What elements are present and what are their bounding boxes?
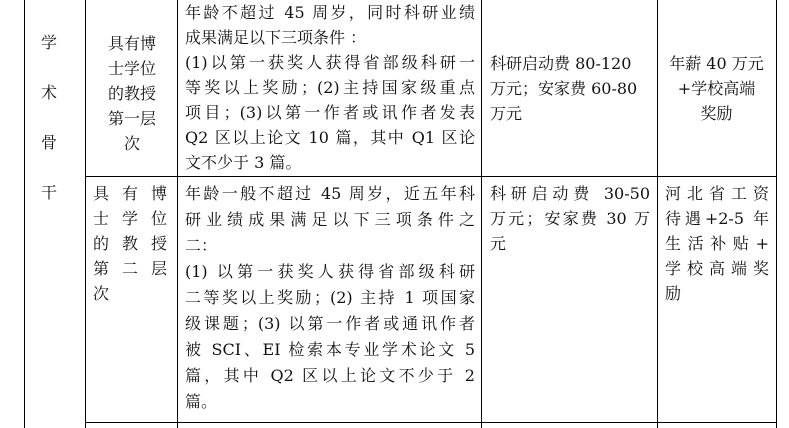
row2-condition-line: 级课题；(3) 以第一作者或通讯作者 [185, 314, 475, 333]
row-divider [85, 176, 777, 177]
row2-salary-line: 河北省工资 [665, 184, 769, 203]
table-border-right [776, 0, 777, 428]
row2-salary-line: 待遇+2-5 年 [665, 209, 769, 228]
column-divider [481, 0, 482, 428]
row1-condition-line: 年龄不超过 45 周岁，同时科研业绩 [185, 3, 475, 22]
row1-salary-line: 奖励 [700, 104, 733, 123]
row2-conditions-cell [185, 181, 475, 415]
row2-condition-line: 年龄一般不超过 45 周岁，近五年科 [185, 184, 475, 203]
row1-salary-cell [664, 51, 769, 126]
row2-title-line: 第二层 [93, 259, 167, 278]
row-divider [85, 422, 777, 423]
row2-condition-line: 被 SCI、EI 检索本专业学术论文 5 [185, 340, 475, 359]
row1-funding-cell [490, 51, 650, 126]
row2-funding-line: 元 [490, 234, 507, 253]
row1-condition-line: 等奖以上奖励；(2)主持国家级重点 [185, 78, 475, 97]
row1-salary-line: +学校高端 [677, 79, 756, 98]
row2-condition-line: 二等奖以上奖励；(2) 主持 1 项国家 [185, 288, 475, 307]
row2-title-line: 具有博 [93, 184, 167, 203]
category-char: 骨 [40, 133, 57, 152]
column-divider [177, 0, 178, 428]
row2-condition-line: 篇。 [185, 392, 218, 411]
row1-condition-line: 文不少于 3 篇。 [185, 153, 302, 172]
row1-title-cell [96, 31, 168, 156]
column-divider [85, 0, 86, 428]
row1-title-line: 第一层 [107, 109, 156, 128]
row2-condition-line: 研业绩成果满足以下三项条件之 [185, 210, 475, 229]
row1-title-line: 的教授 [107, 84, 156, 103]
row1-funding-line: 万元 [490, 104, 523, 123]
row1-title-line: 具有博 [107, 34, 156, 53]
row1-salary-line: 年薪 40 万元 [669, 54, 764, 73]
row2-funding-line: 万元；安家费 30 万 [490, 209, 650, 228]
row2-title-cell [93, 181, 167, 306]
row2-condition-line: (1) 以第一获奖人获得省部级科研 [185, 262, 475, 281]
row2-salary-line: 励 [665, 284, 682, 303]
row2-condition-line: 篇，其中 Q2 区以上论文不少于 2 [185, 366, 475, 385]
row2-title-line: 的教授 [93, 234, 167, 253]
row2-title-line: 士学位 [93, 209, 167, 228]
category-char: 术 [40, 83, 57, 102]
category-char: 学 [40, 33, 57, 52]
row1-funding-line: 万元；安家费 60-80 [490, 79, 638, 98]
row1-title-line: 士学位 [107, 59, 156, 78]
row1-condition-line: Q2 区以上论文 10 篇，其中 Q1 区论 [185, 128, 475, 147]
row2-title-line: 次 [93, 284, 110, 303]
row2-salary-cell [665, 181, 769, 306]
row1-conditions-cell [185, 0, 475, 175]
table-border-left [24, 0, 25, 428]
row2-salary-line: 生活补贴+ [665, 234, 769, 253]
row2-salary-line: 学校高端奖 [665, 259, 769, 278]
row1-funding-line: 科研启动费 80-120 [490, 54, 632, 73]
row2-condition-line: 二： [185, 236, 218, 255]
category-char: 干 [40, 183, 57, 202]
row1-title-line: 次 [123, 134, 140, 153]
row2-funding-line: 科研启动费 30-50 [490, 184, 650, 203]
column-divider [657, 0, 658, 428]
row1-condition-line: (1)以第一获奖人获得省部级科研一 [185, 53, 475, 72]
row1-condition-line: 项目；(3)以第一作者或讯作者发表 [185, 103, 475, 122]
row2-funding-cell [490, 181, 650, 256]
row1-condition-line: 成果满足以下三项条件 ： [185, 28, 367, 47]
